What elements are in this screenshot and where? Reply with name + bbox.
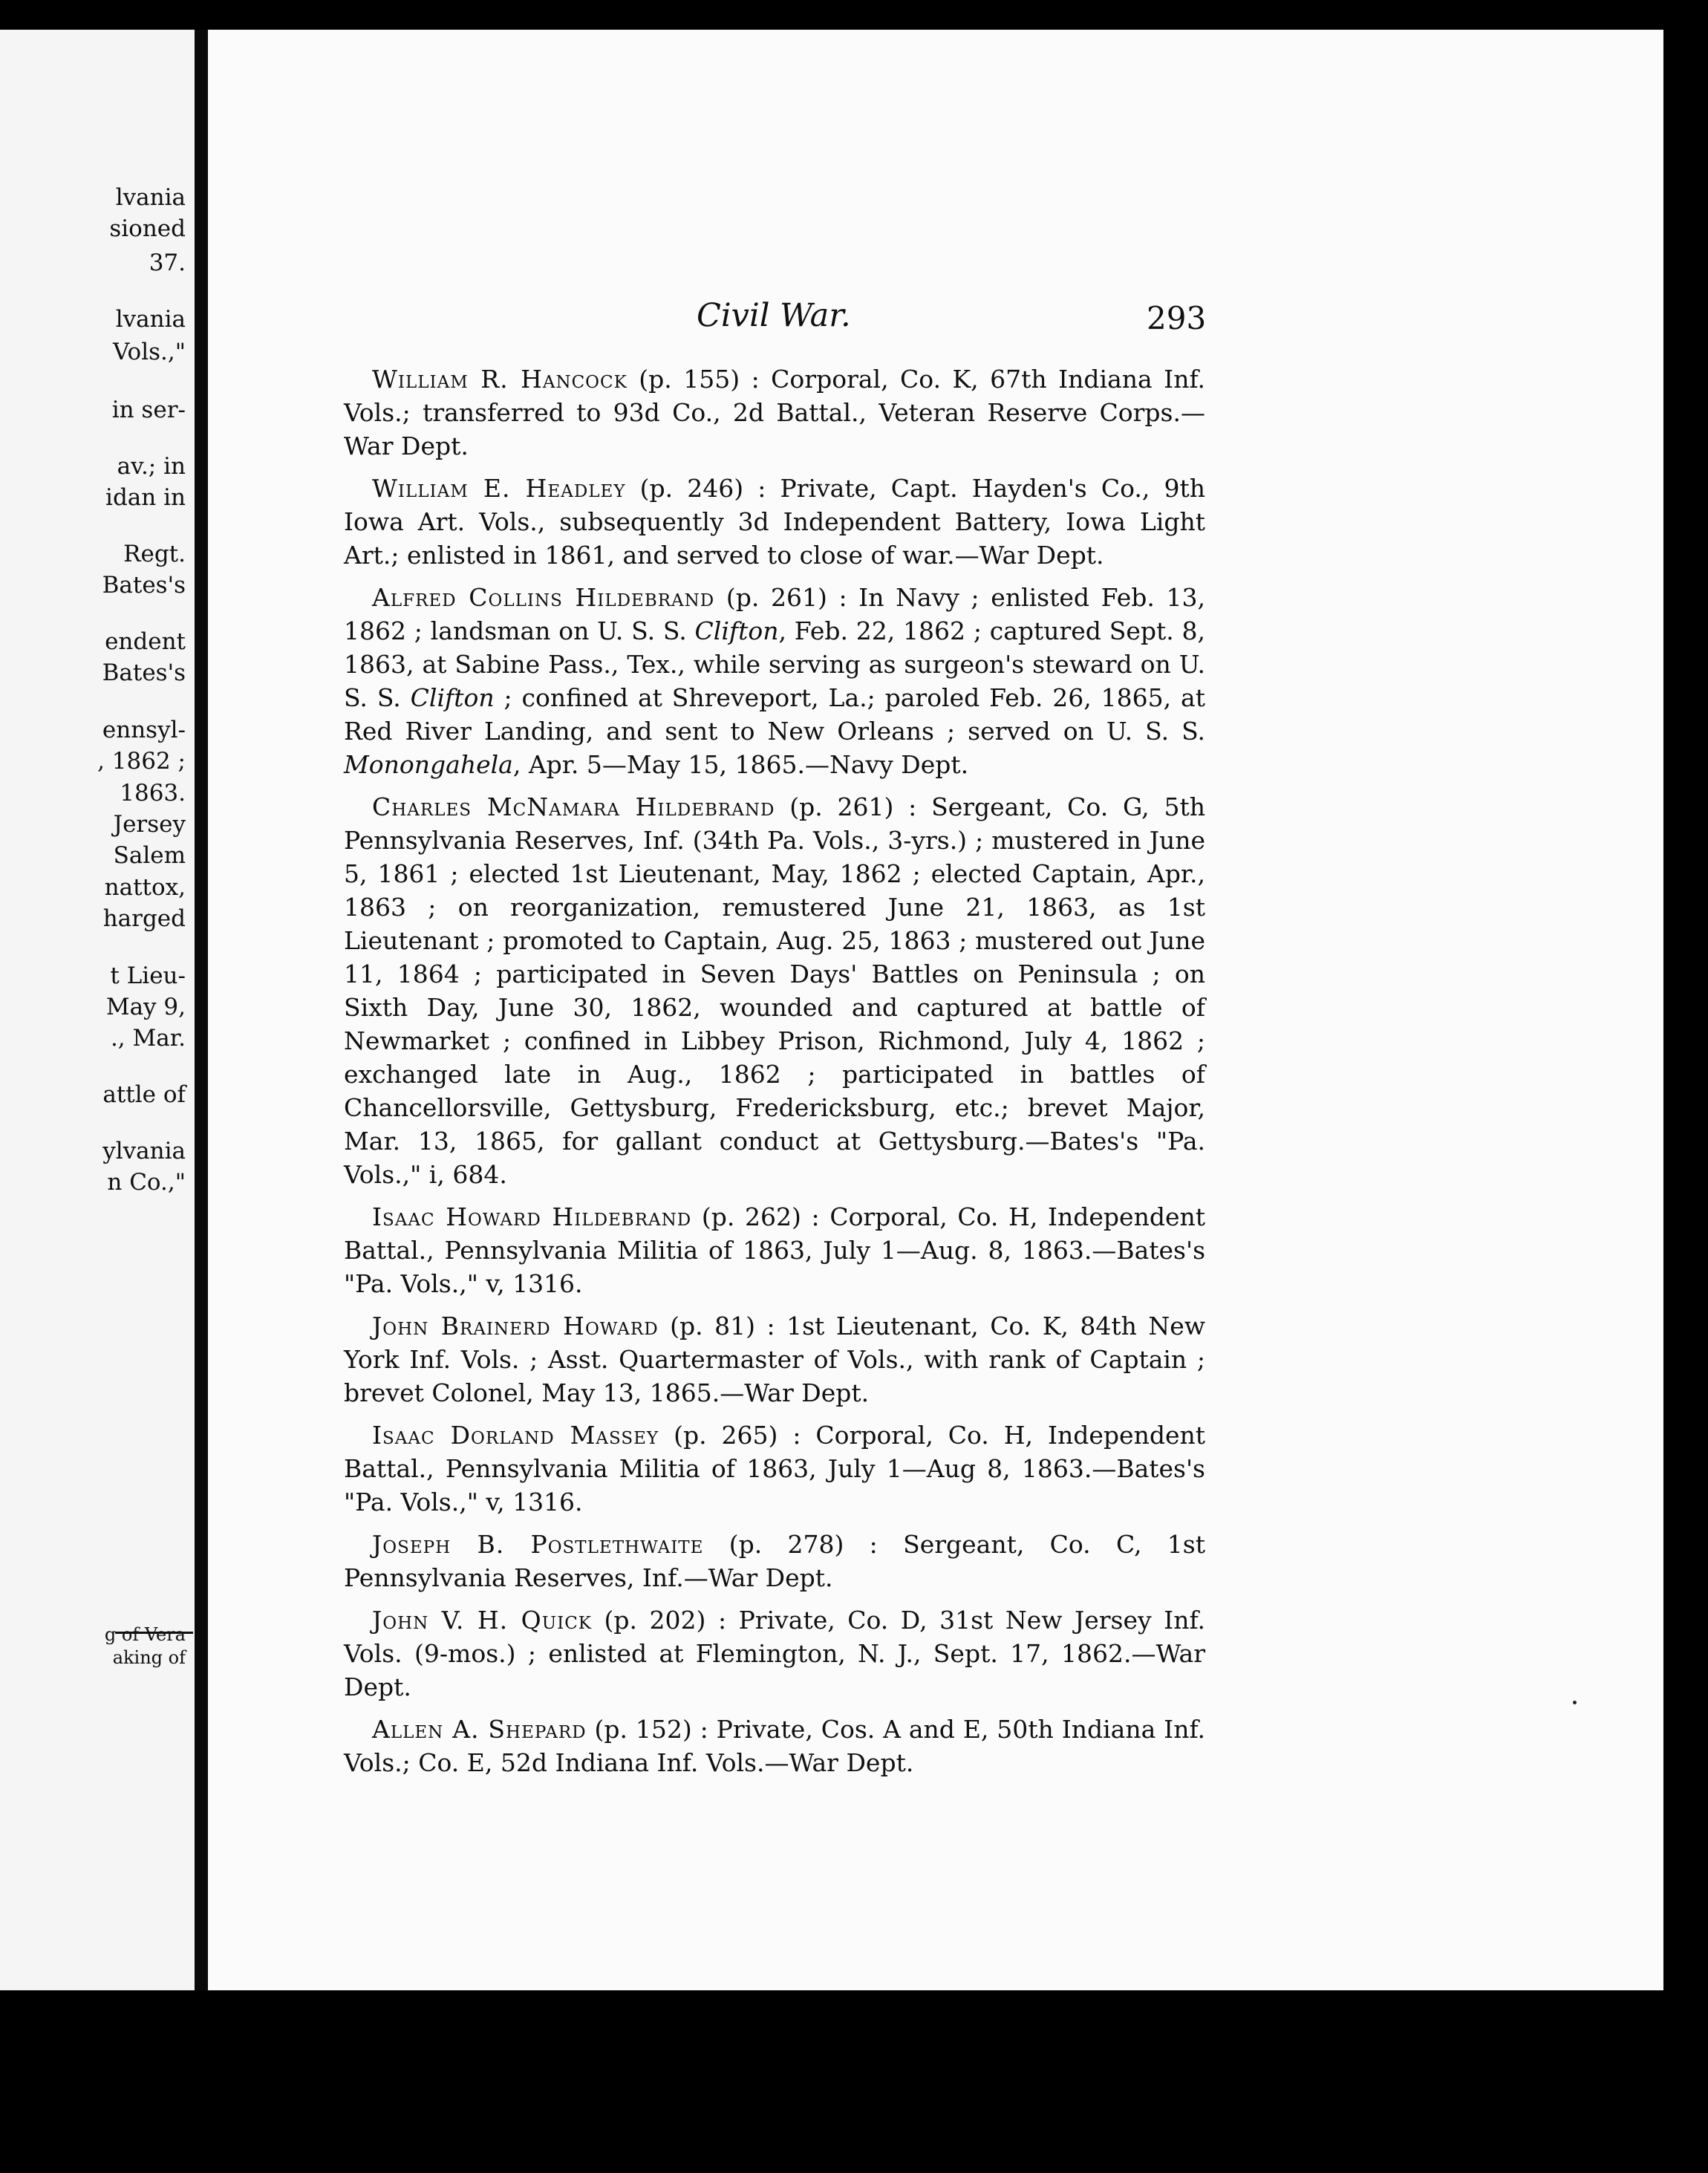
entry-text: (p. 202) : Private, Co. D, 31st New Jersey Inf. Vols. (9-mos.) ; enlisted at Flemington, N. J., Sept. 17, 1862.—War Dept. [344,1606,1205,1701]
entry-text: , Apr. 5—May 15, 1865.—Navy Dept. [512,750,969,779]
left-page-line: idan in [105,484,186,511]
soldier-name: Allen A. Shepard [372,1715,587,1744]
ship-name: Clifton [410,683,495,712]
left-page-line: , 1862 ; [97,748,186,775]
left-facing-page [0,30,195,1990]
roster-entry [344,362,1205,463]
entry-text: ; confined at Shreveport, La.; paroled Feb. 26, 1865, at Red River Landing, and sent to New Orleans ; served on U. S. S. [344,683,1205,746]
roster-entry [344,1713,1205,1779]
soldier-name: John V. H. Quick [372,1606,592,1635]
roster-entry [344,472,1205,572]
scan-border [1663,30,1708,1990]
left-page-line: t Lieu- [110,962,186,989]
left-page-line: Salem [113,842,186,869]
entry-text: (p. 155) : Corporal, Co. K, 67th Indiana Inf. Vols.; transferred to 93d Co., 2d Battal., Veteran Reserve Corps.—War Dept. [344,365,1205,460]
soldier-name: William R. Hancock [372,365,628,394]
roster-entries [344,362,1205,1788]
left-page-line: lvania [115,306,186,333]
book-gutter [195,30,208,1990]
left-page-line: Regt. [123,541,186,567]
roster-entry [344,790,1205,1191]
soldier-name: Charles McNamara Hildebrand [372,792,775,821]
scan-speck [1573,1701,1577,1704]
right-page [208,30,1663,1990]
left-page-line: nattox, [104,874,186,901]
entry-text: (p. 261) : In Navy ; enlisted Feb. 13, 1862 ; landsman on U. S. S. [344,583,1205,645]
soldier-name: Isaac Howard Hildebrand [372,1202,692,1231]
left-page-line: sioned [109,215,186,242]
left-page-footnote-line: aking of [112,1647,186,1668]
left-page-line: Vols.," [113,339,186,365]
left-page-line: endent [105,628,186,655]
left-page-line: lvania [115,184,186,211]
left-page-line: Bates's [102,572,186,599]
roster-entry [344,1528,1205,1594]
left-page-line: 37. [149,250,186,276]
left-page-line: in ser- [111,397,186,423]
left-page-line: 1863. [120,780,186,807]
entry-text: (p. 152) : Private, Cos. A and E, 50th Indiana Inf. Vols.; Co. E, 52d Indiana Inf. Vols.—War Dept. [344,1715,1206,1777]
page-number: 293 [1147,300,1207,336]
entry-text: (p. 246) : Private, Capt. Hayden's Co., 9th Iowa Art. Vols., subsequently 3d Independent Battery, Iowa Light Art.; enlisted in 1861, and served to close of war.—War Dept. [344,474,1205,570]
soldier-name: William E. Headley [372,474,626,503]
left-page-line: n Co.," [107,1169,186,1196]
entry-text: (p. 262) : Corporal, Co. H, Independent Battal., Pennsylvania Militia of 1863, July 1—Aug. 8, 1863.—Bates's "Pa. Vols.," v, 1316. [344,1202,1205,1298]
ship-name: Clifton [694,616,779,645]
entry-text: (p. 278) : Sergeant, Co. C, 1st Pennsylvania Reserves, Inf.—War Dept. [344,1530,1205,1592]
left-page-footnote-line: g of Vera [104,1624,186,1645]
left-page-line: May 9, [105,994,186,1020]
left-page-line: ylvania [102,1138,186,1164]
soldier-name: Alfred Collins Hildebrand [372,583,715,612]
soldier-name: Isaac Dorland Massey [372,1421,659,1450]
left-page-line: av.; in [117,453,186,480]
roster-entry [344,1418,1205,1519]
entry-text: (p. 265) : Corporal, Co. H, Independent Battal., Pennsylvania Militia of 1863, July 1—Aug 8, 1863.—Bates's "Pa. Vols.," v, 1316. [344,1421,1206,1516]
roster-entry [344,581,1205,781]
left-page-line: Jersey [113,811,186,838]
entry-text: , Feb. 22, 1862 ; captured Sept. 8, 1863, at Sabine Pass., Tex., while serving as surgeon's steward on U. S. S. [344,616,1205,712]
left-page-line: Bates's [102,659,186,686]
soldier-name: John Brainerd Howard [372,1312,659,1340]
left-page-line: ennsyl- [102,717,186,743]
entry-text: (p. 261) : Sergeant, Co. G, 5th Pennsylvania Reserves, Inf. (34th Pa. Vols., 3-yrs.) ; mustered in June 5, 1861 ; elected 1st Lieutenant, May, 1862 ; elected Captain, Apr., 1863 ; on reorganization, remustered June 21, 1863, as 1st Lieutenant ; promoted to Captain, Aug. 25, 1863 ; mustered out June 11, 1864 ; participated in Seven Days' Battles on Peninsula ; on Sixth Day, June 30, 1862, wounded and captured at battle of Newmarket ; confined in Libbey Prison, Richmond, July 4, 1862 ; exchanged late in Aug., 1862 ; participated in battles of Chancellorsville, Gettysburg, Fredericksburg, etc.; brevet Major, Mar. 13, 1865, for gallant conduct at Gettysburg.—Bates's "Pa. Vols.," i, 684. [344,792,1205,1189]
ship-name: Monongahela [344,750,513,779]
soldier-name: Joseph B. Postlethwaite [372,1530,704,1559]
roster-entry [344,1200,1205,1300]
running-title: Civil War. [697,297,851,334]
roster-entry [344,1603,1205,1704]
roster-entry [344,1309,1205,1410]
left-page-line: harged [102,905,186,932]
entry-text: (p. 81) : 1st Lieutenant, Co. K, 84th New York Inf. Vols. ; Asst. Quartermaster of Vols., with rank of Captain ; brevet Colonel, May 13, 1865.—War Dept. [344,1312,1205,1407]
left-page-line: attle of [102,1081,186,1108]
left-page-line: ., Mar. [110,1025,186,1052]
page-header [208,297,1663,342]
